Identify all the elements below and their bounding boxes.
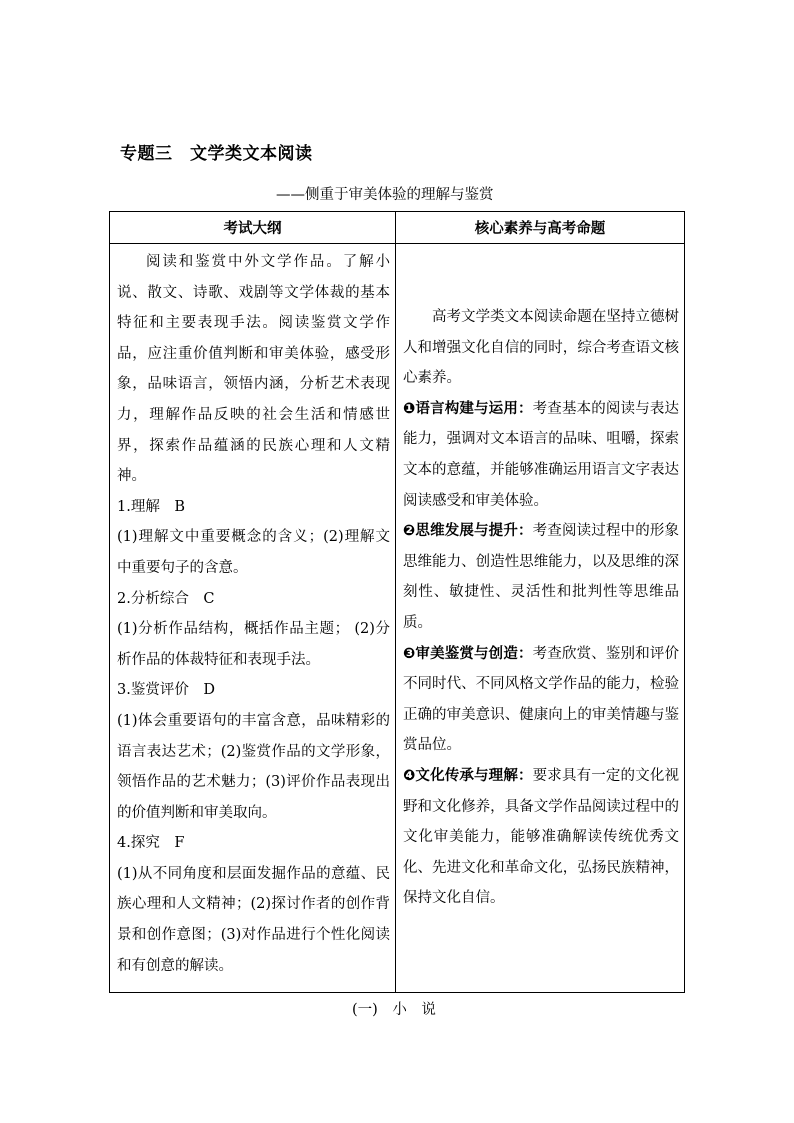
outline-item-detail: (1)理解文中重要概念的含义；(2)理解文中重要句子的含意。 bbox=[117, 529, 390, 576]
outline-item-heading: 4.探究 F bbox=[117, 835, 185, 852]
outline-intro: 阅读和鉴赏中外文学作品。了解小说、散文、诗歌、戏剧等文学体裁的基本特征和主要表现手法。阅读鉴赏文学作品，应注重价值判断和审美体验，感受形象，品味语言，领悟内涵，分析艺术表现力，理解作品反映的社会生活和情感世界，探索作品蕴涵的民族心理和人文精神。 bbox=[117, 254, 390, 485]
literacy-item-text: 考查阅读过程中的形象思维能力、创造性思维能力，以及思维的深刻性、敏捷性、灵活性和批判性等思维品质。 bbox=[403, 523, 679, 631]
outline-item-heading: 2.分析综合 C bbox=[117, 590, 215, 607]
outline-item-heading: 3.鉴赏评价 D bbox=[117, 682, 215, 699]
outline-table bbox=[109, 211, 685, 993]
literacy-item bbox=[403, 516, 679, 638]
outline-item-detail: (1)分析作品结构，概括作品主题； (2)分析作品的体裁特征和表现手法。 bbox=[117, 621, 390, 668]
literacy-item bbox=[403, 639, 679, 761]
outline-item-detail: (1)体会重要语句的丰富含意，品味精彩的语言表达艺术；(2)鉴赏作品的文学形象，领悟作品的艺术魅力；(3)评价作品表现出的价值判断和审美取向。 bbox=[117, 712, 390, 821]
header-core-literacy: 核心素养与高考命题 bbox=[396, 212, 685, 244]
literacy-item-text: 考查欣赏、鉴别和评价不同时代、不同风格文学作品的能力，检验正确的审美意识、健康向上的审美情趣与鉴赏品位。 bbox=[403, 645, 679, 754]
table-header-row bbox=[110, 212, 685, 244]
literacy-item bbox=[403, 394, 679, 516]
literacy-item-text: 要求具有一定的文化视野和文化修养，具备文学作品阅读过程中的文化审美能力，能够准确解读传统优秀文化、先进文化和革命文化，弘扬民族精神，保持文化自信。 bbox=[403, 767, 679, 907]
literacy-item-lead: ❷思维发展与提升： bbox=[403, 523, 533, 540]
literacy-intro: 高考文学类文本阅读命题在坚持立德树人和增强文化自信的同时，综合考查语文核心素养。 bbox=[403, 309, 679, 387]
table-body-row bbox=[110, 244, 685, 993]
page-subtitle: ——侧重于审美体验的理解与鉴赏 bbox=[276, 187, 494, 203]
literacy-item-lead: ❹文化传承与理解： bbox=[403, 767, 533, 784]
exam-outline-cell bbox=[110, 244, 396, 993]
literacy-item-lead: ❸审美鉴赏与创造： bbox=[403, 645, 533, 662]
section-heading-novel: (一) 小 说 bbox=[352, 1002, 436, 1018]
literacy-item-text: 考查基本的阅读与表达能力，强调对文本语言的品味、咀嚼，探索文本的意蕴，并能够准确运用语言文字表达阅读感受和审美体验。 bbox=[403, 400, 679, 509]
core-literacy-cell bbox=[396, 244, 685, 993]
outline-item-heading: 1.理解 B bbox=[117, 498, 185, 515]
page-title: 专题三 文学类文本阅读 bbox=[120, 144, 313, 164]
outline-item-detail: (1)从不同角度和层面发掘作品的意蕴、民族心理和人文精神；(2)探讨作者的创作背景和创作意图；(3)对作品进行个性化阅读和有创意的解读。 bbox=[117, 865, 390, 974]
literacy-item-lead: ❶语言构建与运用： bbox=[403, 400, 533, 417]
literacy-item bbox=[403, 761, 679, 914]
header-exam-outline: 考试大纲 bbox=[110, 212, 396, 244]
